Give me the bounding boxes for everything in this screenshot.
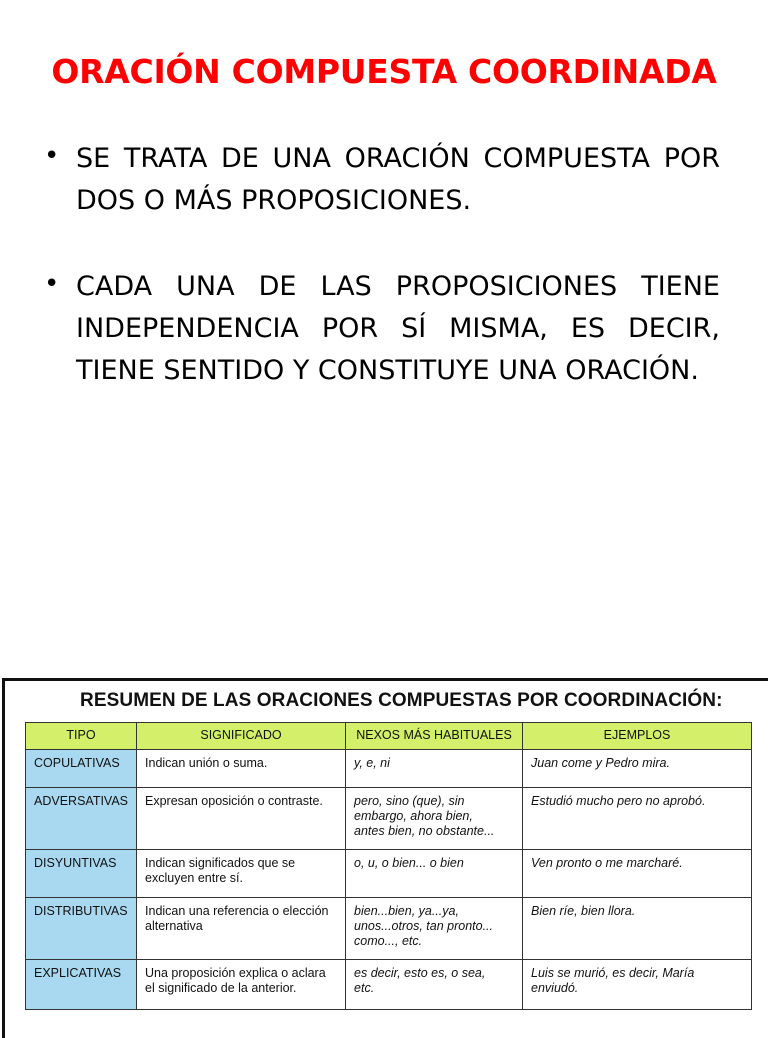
tipo-cell: DISYUNTIVAS — [26, 850, 137, 898]
nexos-line: unos...otros, tan pronto... — [354, 919, 493, 933]
ejemplos-line: Bien ríe, bien llora. — [531, 904, 636, 918]
table-row — [26, 850, 752, 898]
ejemplos-line: Estudió mucho pero no aprobó. — [531, 794, 706, 808]
nexos-line: es decir, esto es, o sea, — [354, 966, 486, 980]
table-row — [26, 898, 752, 960]
table-row — [26, 750, 752, 788]
bullet-text: SE TRATA DE UNA ORACIÓN COMPUESTA POR DOS O MÁS PROPOSICIONES. — [76, 143, 720, 216]
nexos-line: y, e, ni — [354, 756, 390, 770]
nexos-cell — [346, 898, 523, 960]
column-header: EJEMPLOS — [523, 723, 752, 750]
ejemplos-line: Ven pronto o me marcharé. — [531, 856, 683, 870]
nexos-line: etc. — [354, 981, 375, 995]
significado-cell: Indican unión o suma. — [137, 750, 346, 788]
column-header: NEXOS MÁS HABITUALES — [346, 723, 523, 750]
nexos-cell — [346, 750, 523, 788]
table-heading: RESUMEN DE LAS ORACIONES COMPUESTAS POR COORDINACIÓN: — [80, 690, 723, 711]
slide-title: ORACIÓN COMPUESTA COORDINADA — [51, 52, 717, 91]
bullet-item — [40, 266, 720, 392]
column-header: TIPO — [26, 723, 137, 750]
column-header: SIGNIFICADO — [137, 723, 346, 750]
ejemplos-line: enviudó. — [531, 981, 579, 995]
nexos-line: o, u, o bien... o bien — [354, 856, 464, 870]
bullet-text: CADA UNA DE LAS PROPOSICIONES TIENE INDEPENDENCIA POR SÍ MISMA, ES DECIR, TIENE SENTIDO Y CONSTITUYE UNA ORACIÓN. — [76, 271, 720, 386]
nexos-line: pero, sino (que), sin — [354, 794, 465, 808]
tipo-cell: COPULATIVAS — [26, 750, 137, 788]
significado-cell: Indican una referencia o elección alternativa — [137, 898, 346, 960]
nexos-line: antes bien, no obstante... — [354, 824, 495, 838]
table-row — [26, 960, 752, 1010]
ejemplos-cell — [523, 960, 752, 1010]
bullet-item — [40, 138, 720, 222]
significado-cell: Expresan oposición o contraste. — [137, 788, 346, 850]
nexos-line: embargo, ahora bien, — [354, 809, 473, 823]
significado-cell: Indican significados que se excluyen entre sí. — [137, 850, 346, 898]
tipo-cell: ADVERSATIVAS — [26, 788, 137, 850]
significado-cell: Una proposición explica o aclara el significado de la anterior. — [137, 960, 346, 1010]
nexos-line: como..., etc. — [354, 934, 423, 948]
nexos-line: bien...bien, ya...ya, — [354, 904, 459, 918]
tipo-cell: DISTRIBUTIVAS — [26, 898, 137, 960]
table-header-row — [26, 723, 752, 750]
bullet-list — [40, 138, 720, 436]
bullet-dot-icon: • — [44, 141, 60, 171]
ejemplos-line: Luis se murió, es decir, María — [531, 966, 695, 980]
nexos-cell — [346, 788, 523, 850]
nexos-cell — [346, 960, 523, 1010]
ejemplos-cell — [523, 898, 752, 960]
ejemplos-cell — [523, 788, 752, 850]
ejemplos-cell — [523, 850, 752, 898]
table-row — [26, 788, 752, 850]
nexos-cell — [346, 850, 523, 898]
tipo-cell: EXPLICATIVAS — [26, 960, 137, 1010]
ejemplos-line: Juan come y Pedro mira. — [531, 756, 670, 770]
bullet-dot-icon: • — [44, 269, 60, 299]
ejemplos-cell — [523, 750, 752, 788]
summary-table — [25, 722, 752, 1010]
